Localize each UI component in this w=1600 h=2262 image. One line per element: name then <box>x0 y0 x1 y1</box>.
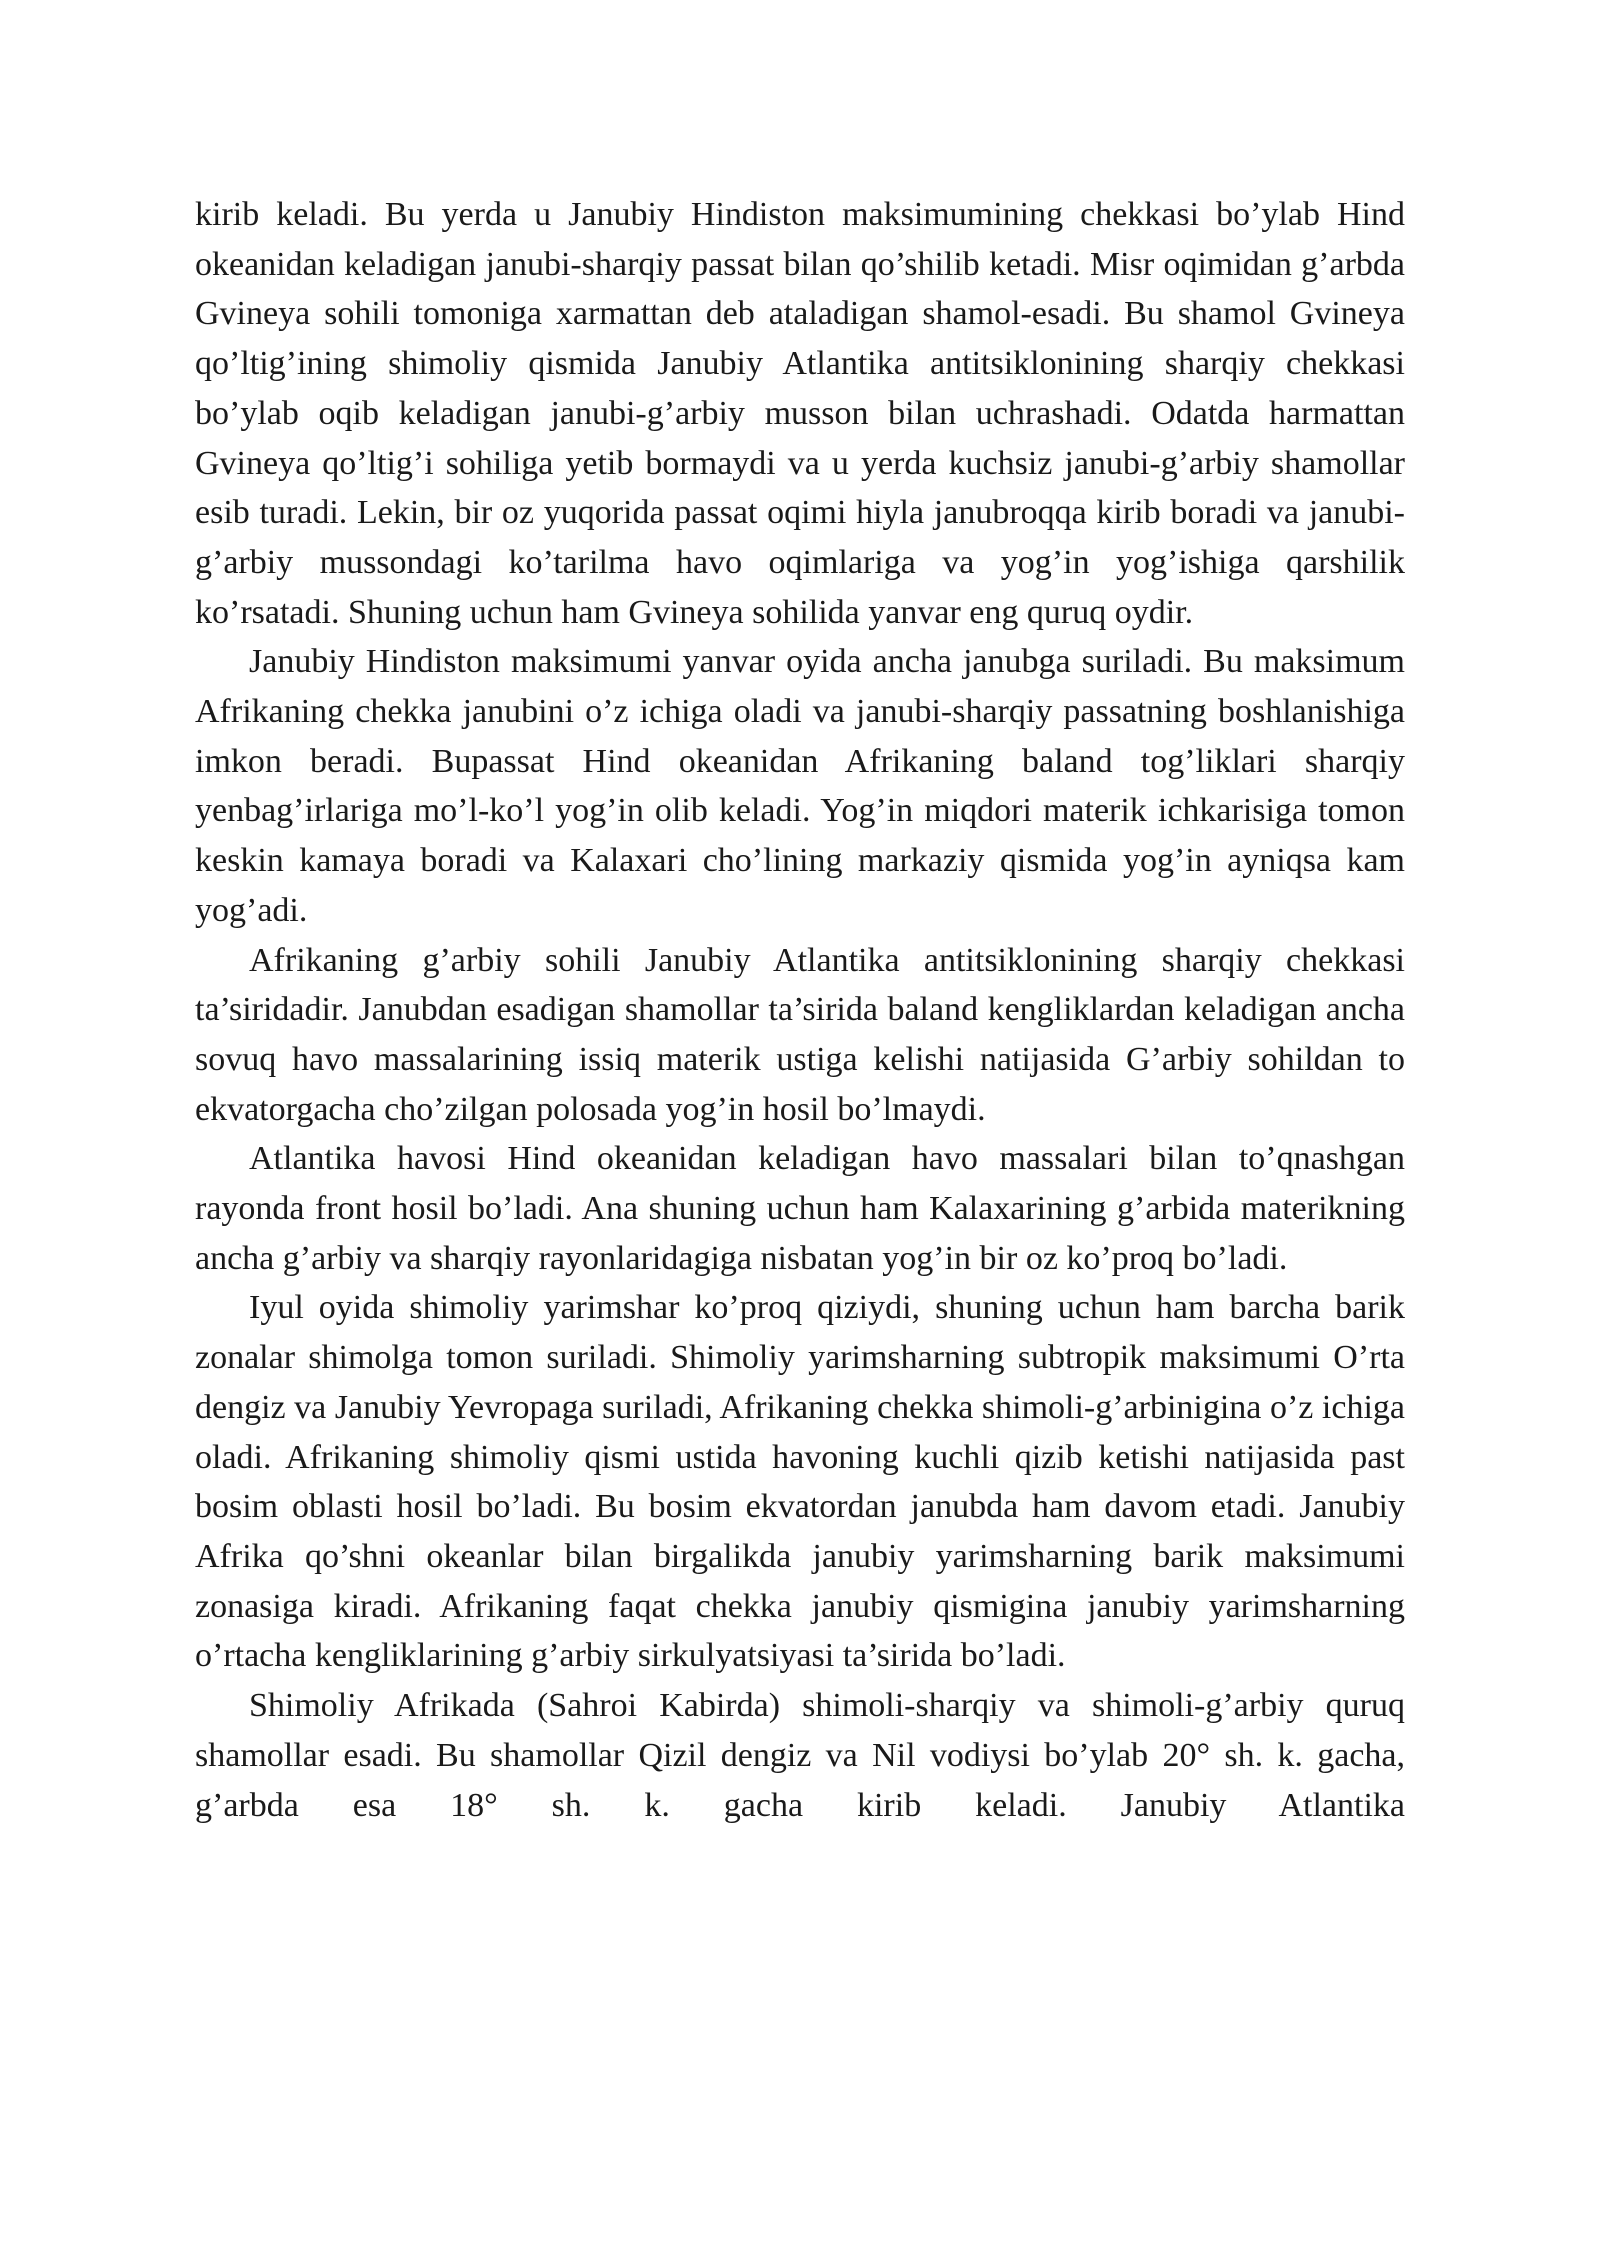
paragraph-atlantic-air: Atlantika havosi Hind okeanidan keladigan havo massalari bilan to’qnashgan rayonda front hosil bo’ladi. Ana shuning uchun ham Kalaxarining g’arbida materikning ancha g’arbiy va sharqiy rayonlaridagiga nisbatan yog’in bir oz ko’proq bo’ladi. <box>195 1140 1405 1277</box>
body-text <box>195 190 1405 1830</box>
paragraph-north-africa: Shimoliy Afrikada (Sahroi Kabirda) shimoli-sharqiy va shimoli-g’arbiy quruq shamollar esadi. Bu shamollar Qizil dengiz va Nil vodiysi bo’ylab 20° sh. k. gacha, g’arbda esa 18° sh. k. gacha kirib keladi. Janubiy Atlantika <box>195 1687 1405 1824</box>
paragraph-western-coast: Afrikaning g’arbiy sohili Janubiy Atlantika antitsiklonining sharqiy chekkasi ta’siridadir. Janubdan esadigan shamollar ta’sirida baland kengliklardan keladigan ancha sovuq havo massalarining issiq materik ustiga kelishi natijasida G’arbiy sohildan to ekvatorgacha cho’zilgan polosada yog’in hosil bo’lmaydi. <box>195 941 1405 1128</box>
paragraph-southern-india-maximum: Janubiy Hindiston maksimumi yanvar oyida ancha janubga suriladi. Bu maksimum Afrikaning chekka janubini o’z ichiga oladi va janubi-sharqiy passatning boshlanishiga imkon beradi. Bupassat Hind okeanidan Afrikaning baland tog’liklari sharqiy yenbag’irlariga mo’l-ko’l yog’in olib keladi. Yog’in miqdori materik ichkarisiga tomon keskin kamaya boradi va Kalaxari cho’lining markaziy qismida yog’in ayniqsa kam yog’adi. <box>195 643 1405 929</box>
paragraph-july: Iyul oyida shimoliy yarimshar ko’proq qiziydi, shuning uchun ham barcha barik zonalar shimolga tomon suriladi. Shimoliy yarimsharning subtropik maksimumi O’rta dengiz va Janubiy Yevropaga suriladi, Afrikaning chekka shimoli-g’arbinigina o’z ichiga oladi. Afrikaning shimoliy qismi ustida havoning kuchli qizib ketishi natijasida past bosim oblasti hosil bo’ladi. Bu bosim ekvatordan janubda ham davom etadi. Janubiy Afrika qo’shni okeanlar bilan birgalikda janubiy yarimsharning barik maksimumi zonasiga kiradi. Afrikaning faqat chekka janubiy qismigina janubiy yarimsharning o’rtacha kengliklarining g’arbiy sirkulyatsiyasi ta’sirida bo’ladi. <box>195 1289 1405 1675</box>
paragraph-continued: kirib keladi. Bu yerda u Janubiy Hindiston maksimumining chekkasi bo’ylab Hind okeanidan keladigan janubi-sharqiy passat bilan qo’shilib ketadi. Misr oqimidan g’arbda Gvineya sohili tomoniga xarmattan deb ataladigan shamol-esadi. Bu shamol Gvineya qo’ltig’ining shimoliy qismida Janubiy Atlantika antitsiklonining sharqiy chekkasi bo’ylab oqib keladigan janubi-g’arbiy musson bilan uchrashadi. Odatda harmattan Gvineya qo’ltig’i sohiliga yetib bormaydi va u yerda kuchsiz janubi-g’arbiy shamollar esib turadi. Lekin, bir oz yuqorida passat oqimi hiyla janubroqqa kirib boradi va janubi-g’arbiy mussondagi ko’tarilma havo oqimlariga va yog’in yog’ishiga qarshilik ko’rsatadi. Shuning uchun ham Gvineya sohilida yanvar eng quruq oydir. <box>195 196 1405 631</box>
